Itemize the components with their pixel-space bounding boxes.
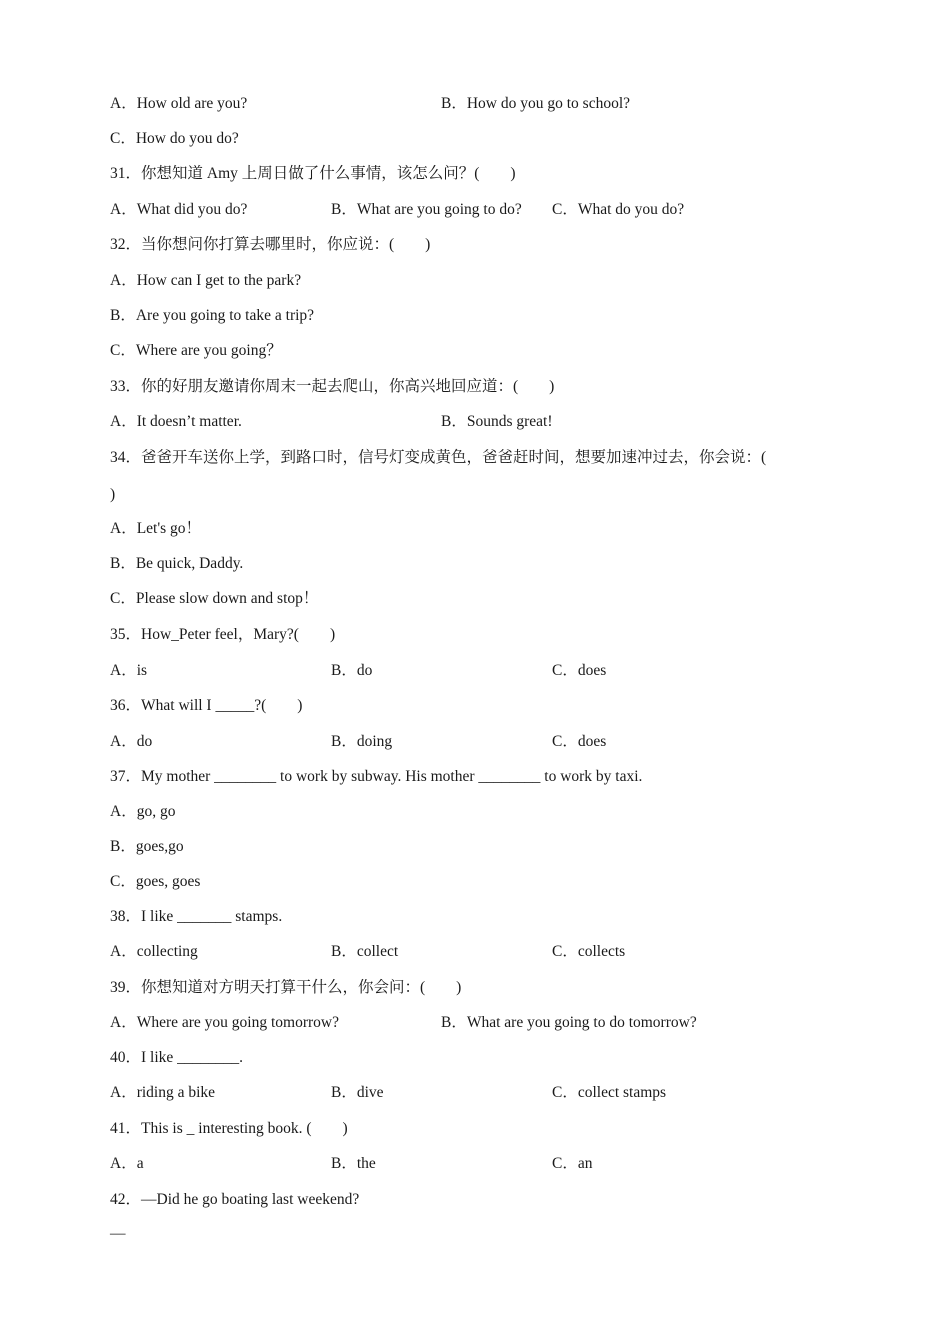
option-b: B．How do you go to school? xyxy=(441,95,631,112)
question-31: 31．你想知道 Amy 上周日做了什么事情，该怎么问？( ) xyxy=(110,165,516,182)
question-32: 32．当你想问你打算去哪里时，你应说：( ) xyxy=(110,236,431,253)
option-b: B．goes,go xyxy=(110,838,184,855)
option-a: A．is xyxy=(110,662,148,679)
question-35: 35．How_Peter feel，Mary?( ) xyxy=(110,626,336,643)
option-b: B．Are you going to take a trip? xyxy=(110,307,315,324)
option-c: C．collect stamps xyxy=(552,1084,667,1101)
question-34-continued: ) xyxy=(110,486,116,503)
option-a: A．What did you do? xyxy=(110,201,248,218)
option-b: B．Be quick, Daddy. xyxy=(110,555,244,572)
option-b: B．dive xyxy=(331,1084,384,1101)
question-36: 36．What will I _____?( ) xyxy=(110,697,303,714)
option-b: B．Sounds great! xyxy=(441,413,553,430)
option-a: A．a xyxy=(110,1155,144,1172)
option-c: C．does xyxy=(552,733,607,750)
question-40: 40．I like ________. xyxy=(110,1049,244,1066)
question-38: 38．I like _______ stamps. xyxy=(110,908,283,925)
answer-dash: — xyxy=(110,1225,126,1242)
option-a: A．How old are you? xyxy=(110,95,248,112)
option-a: A．go, go xyxy=(110,803,176,820)
option-c: C．collects xyxy=(552,943,626,960)
question-37: 37．My mother ________ to work by subway. His mother ________ to work by taxi. xyxy=(110,768,643,785)
option-b: B．do xyxy=(331,662,373,679)
option-b: B．What are you going to do tomorrow? xyxy=(441,1014,697,1031)
question-33: 33．你的好朋友邀请你周末一起去爬山，你高兴地回应道：( ) xyxy=(110,378,555,395)
option-a: A．How can I get to the park? xyxy=(110,272,302,289)
question-42: 42．—Did he go boating last weekend? xyxy=(110,1191,360,1208)
option-b: B．the xyxy=(331,1155,376,1172)
option-b: B．collect xyxy=(331,943,399,960)
option-a: A．do xyxy=(110,733,153,750)
option-c: C．Please slow down and stop！ xyxy=(110,590,319,607)
option-a: A．riding a bike xyxy=(110,1084,216,1101)
option-c: C．goes, goes xyxy=(110,873,201,890)
question-34: 34．爸爸开车送你上学，到路口时，信号灯变成黄色，爸爸赶时间，想要加速冲过去，你会说：( xyxy=(110,449,767,466)
option-c: C．How do you do? xyxy=(110,130,239,147)
question-39: 39．你想知道对方明天打算干什么，你会问：( ) xyxy=(110,979,462,996)
option-c: C．does xyxy=(552,662,607,679)
option-a: A．Let's go！ xyxy=(110,520,202,537)
option-a: A．It doesn’t matter. xyxy=(110,413,242,430)
option-a: A．Where are you going tomorrow? xyxy=(110,1014,339,1031)
option-a: A．collecting xyxy=(110,943,198,960)
option-c: C．an xyxy=(552,1155,593,1172)
option-b: B．doing xyxy=(331,733,393,750)
question-41: 41．This is _ interesting book. ( ) xyxy=(110,1120,348,1137)
option-c: C．What do you do? xyxy=(552,201,685,218)
option-b: B．What are you going to do? xyxy=(331,201,522,218)
option-c: C．Where are you going？ xyxy=(110,342,282,359)
